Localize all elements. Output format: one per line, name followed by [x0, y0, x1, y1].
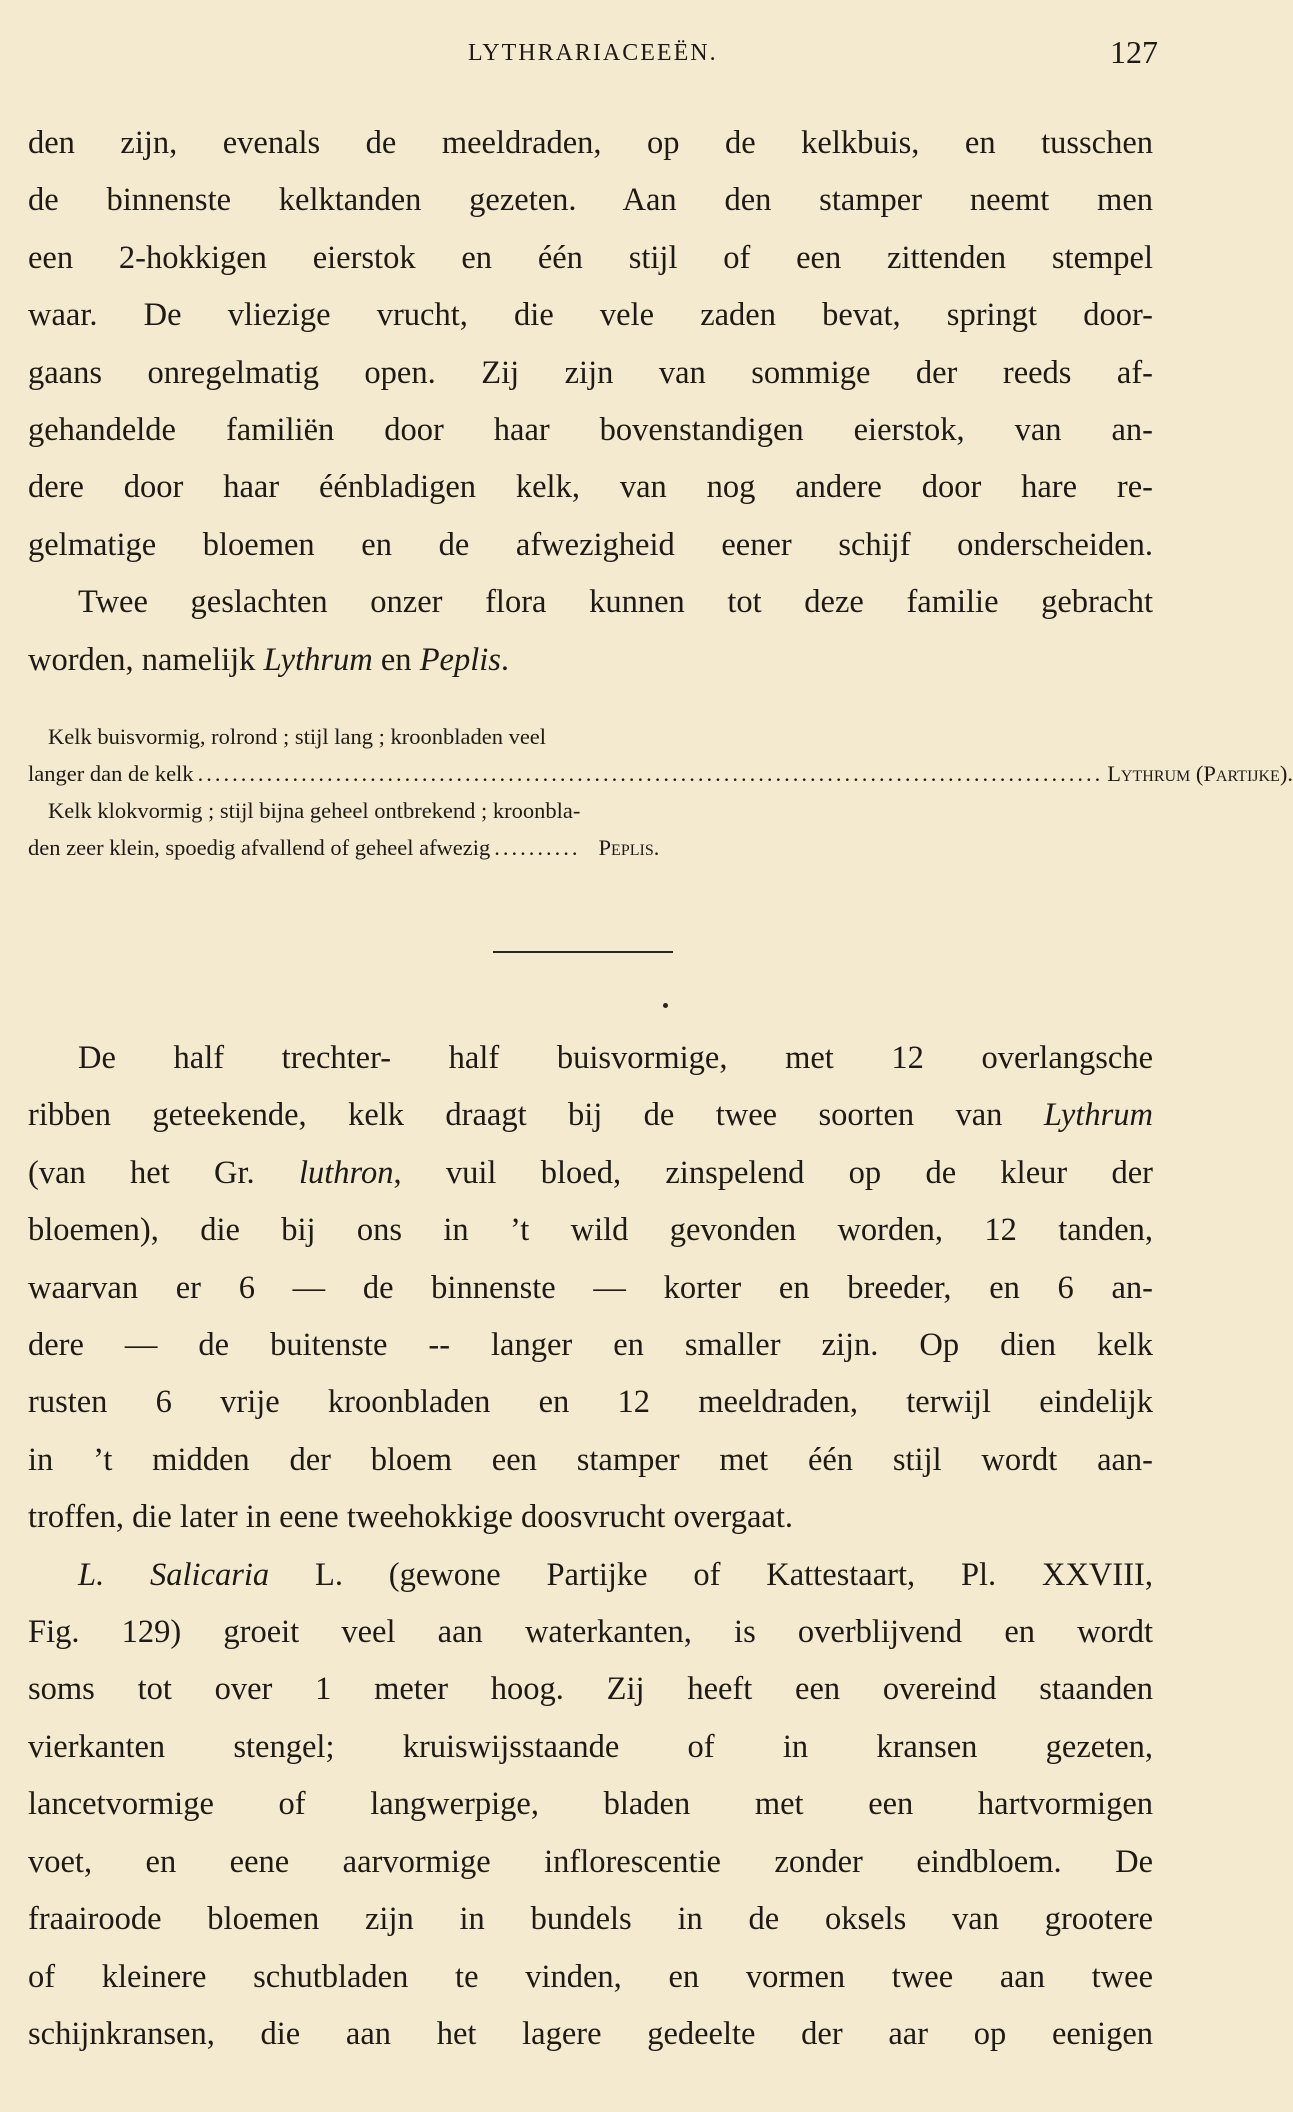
ornament-dot — [663, 1003, 668, 1008]
paragraph — [28, 1030, 1153, 1547]
genus-name: Peplis — [419, 641, 501, 678]
text-line: soms tot over 1 meter hoog. Zij heeft een overeind staanden — [28, 1671, 1153, 1708]
text-line: troffen, die later in eene tweehokkige doosvrucht overgaat. — [28, 1499, 793, 1536]
paragraph — [28, 1547, 1153, 2064]
species-name: L. Salicaria — [78, 1556, 270, 1593]
text-line: fraairoode bloemen zijn in bundels in de oksels van grootere — [28, 1901, 1153, 1938]
text-line: Fig. 129) groeit veel aan waterkanten, is overblijvend en wordt — [28, 1614, 1153, 1651]
key-row — [28, 829, 988, 866]
text-line: den zijn, evenals de meeldraden, op de kelkbuis, en tusschen — [28, 125, 1153, 161]
leader-dots: .......... — [494, 835, 581, 860]
paragraph-end — [28, 632, 1153, 689]
text-line: gaans onregelmatig open. Zij zijn van sommige der reeds af- — [28, 354, 1153, 391]
greek-word: luthron — [298, 1154, 394, 1191]
text-line: Twee geslachten onzer flora kunnen tot deze familie gebracht — [78, 584, 1153, 621]
key-row — [28, 755, 1293, 792]
text-line: gehandelde familiën door haar bovenstandigen eierstok, van an- — [28, 412, 1153, 449]
text-run: (van het Gr. — [28, 1154, 299, 1191]
text-line — [28, 1145, 1153, 1202]
identification-key — [28, 718, 1293, 866]
text-line: rusten 6 vrije kroonbladen en 12 meeldraden, terwijl eindelijk — [28, 1384, 1153, 1421]
family-description — [28, 115, 1153, 689]
text-run: . — [500, 641, 510, 678]
key-row: Kelk buisvormig, rolrond ; stijl lang ; kroonbladen veel — [48, 724, 547, 749]
text-line: lancetvormige of langwerpige, bladen met een hartvormigen — [28, 1786, 1153, 1823]
genus-name: Lythrum — [263, 641, 373, 678]
text-line: in ’t midden der bloem een stamper met één stijl wordt aan- — [28, 1441, 1153, 1478]
text-line: dere — de buitenste -- langer en smaller zijn. Op dien kelk — [28, 1327, 1153, 1364]
text-line: een 2-hokkigen eierstok en één stijl of een zittenden stempel — [28, 239, 1153, 276]
text-line: voet, en eene aarvormige inflorescentie zonder eindbloem. De — [28, 1843, 1153, 1880]
running-title: LYTHRARIACEEËN. — [468, 40, 718, 66]
key-target: Peplis. — [598, 835, 660, 860]
text-line: of kleinere schutbladen te vinden, en vormen twee aan twee — [28, 1958, 1153, 1995]
genus-description — [28, 1030, 1153, 2063]
text-line: De half trechter- half buisvormige, met 12 overlangsche — [78, 1040, 1153, 1076]
text-line: de binnenste kelktanden gezeten. Aan den stamper neemt men — [28, 182, 1153, 219]
leader-dots: ......................................................................................................... — [197, 761, 1104, 786]
section-divider — [493, 951, 673, 953]
text-run: en — [372, 641, 420, 678]
paragraph — [28, 574, 1153, 631]
text-line: waarvan er 6 — de binnenste — korter en breeder, en 6 an- — [28, 1269, 1153, 1306]
key-row: Kelk klokvormig ; stijl bijna geheel ontbrekend ; kroonbla- — [48, 798, 581, 823]
paragraph — [28, 115, 1153, 574]
text-line: dere door haar éénbladigen kelk, van nog andere door hare re- — [28, 469, 1153, 506]
text-line — [28, 1547, 1153, 1604]
text-line — [28, 1087, 1153, 1144]
key-target: Lythrum (Partijke). — [1107, 761, 1293, 786]
text-line — [28, 632, 1153, 689]
text-line: vierkanten stengel; kruiswijsstaande of in kransen gezeten, — [28, 1728, 1153, 1765]
text-run: , vuil bloed, zinspelend op de kleur der — [393, 1154, 1153, 1191]
text-line: gelmatige bloemen en de afwezigheid eener schijf onderscheiden. — [28, 526, 1153, 563]
text-line: waar. De vliezige vrucht, die vele zaden bevat, springt door- — [28, 297, 1153, 334]
page-number: 127 — [1110, 34, 1158, 70]
text-run: ribben geteekende, kelk draagt bij de twee soorten van — [28, 1097, 1044, 1134]
text-run: L. (gewone Partijke of Kattestaart, Pl. XXVIII, — [269, 1556, 1153, 1593]
text-line: schijnkransen, die aan het lagere gedeelte der aar op eenigen — [28, 2015, 1153, 2052]
page-header — [28, 28, 1158, 78]
text-line: bloemen), die bij ons in ’t wild gevonden worden, 12 tanden, — [28, 1212, 1153, 1249]
genus-name: Lythrum — [1043, 1097, 1153, 1134]
text-run: worden, namelijk — [28, 641, 264, 678]
key-text: den zeer klein, spoedig afvallend of geheel afwezig — [28, 835, 491, 860]
key-text: langer dan de kelk — [28, 761, 194, 786]
